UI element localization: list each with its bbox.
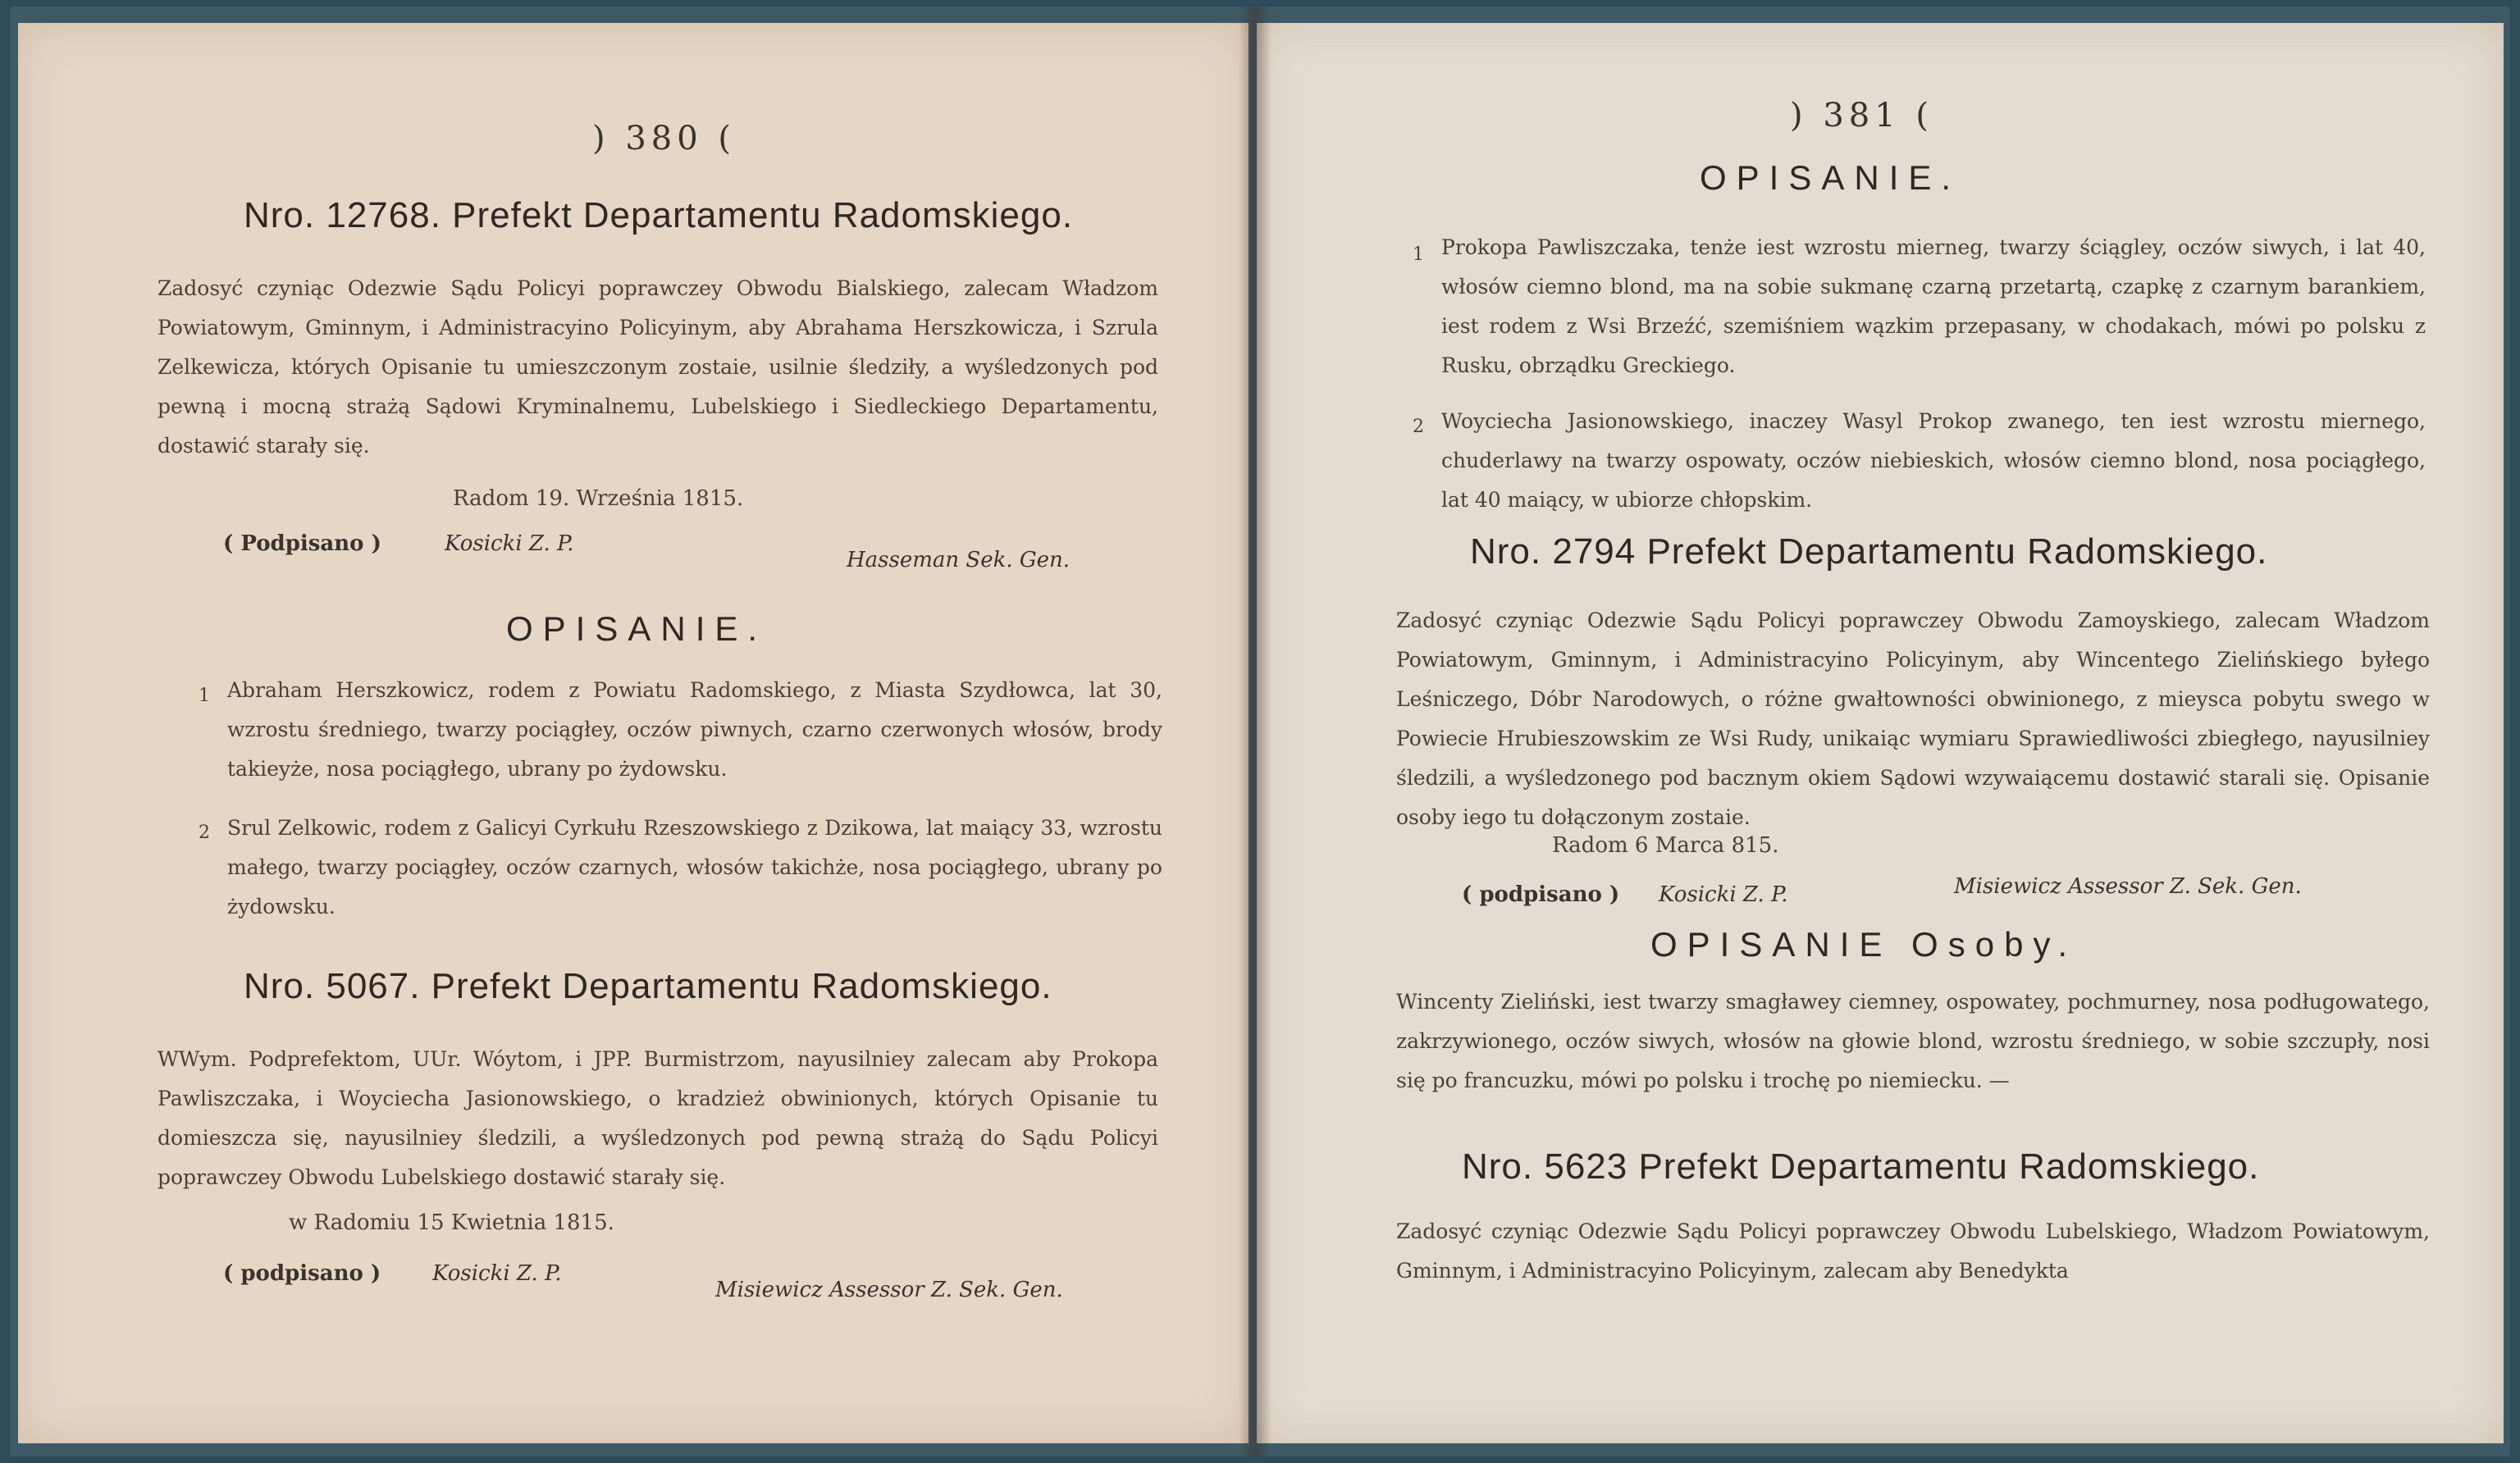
signer-name: Kosicki Z. P. xyxy=(1659,882,1788,907)
notice-heading: Nro. 2794 Prefekt Departamentu Radomskiego. xyxy=(1470,531,2268,572)
signed-label: ( podpisano ) xyxy=(223,1261,381,1286)
item-number: 1 xyxy=(1413,244,1424,265)
secretary-name: Misiewicz Assessor Z. Sek. Gen. xyxy=(1954,874,2302,899)
secretary-name: Misiewicz Assessor Z. Sek. Gen. xyxy=(715,1278,1063,1302)
left-page xyxy=(18,23,1249,1443)
right-page xyxy=(1257,23,2504,1443)
item-number: 2 xyxy=(199,823,210,843)
notice-heading: Nro. 5067. Prefekt Departamentu Radomskiego. xyxy=(244,966,1052,1006)
opisanie-title: OPISANIE. xyxy=(1700,158,1961,197)
item-number: 2 xyxy=(1413,417,1424,437)
opisanie-title: OPISANIE Osoby. xyxy=(1650,925,2077,964)
description-item: Abraham Herszkowicz, rodem z Powiatu Radomskiego, z Miasta Szydłowca, lat 30, wzrostu średniego, twarzy pociągłey, oczów piwnych, czarno czerwonych włosów, brody takieyże, nosa pociągłego, ubrany po żydowsku. xyxy=(227,678,1162,781)
notice-body: Zadosyć czyniąc Odezwie Sądu Policyi poprawczey Obwodu Bialskiego, zalecam Władzom Powiatowym, Gminnym, i Administracyino Policyinym, aby Abrahama Herszkowicza, i Szrula Zelkewicza, których Opisanie tu umieszczonym zostaie, usilnie śledziły, a wyśledzonych pod pewną i mocną strażą Sądowi Kryminalnemu, Lubelskiego i Siedleckiego Departamentu, dostawić starały się. xyxy=(158,276,1158,458)
notice-body: WWym. Podprefektom, UUr. Wóytom, i JPP. Burmistrzom, nayusilniey zalecam aby Prokopa Pawliszczaka, i Woyciecha Jasionowskiego, o kradzież obwinionych, których Opisanie tu domieszcza się, nayusilniey śledzili, a wyśledzonych pod pewną strażą do Sądu Policyi poprawczey Obwodu Lubelskiego dostawić starały się. xyxy=(158,1047,1158,1189)
page-number: ) 381 ( xyxy=(1790,97,1933,134)
notice-heading: Nro. 5623 Prefekt Departamentu Radomskiego. xyxy=(1462,1146,2260,1187)
book-spread xyxy=(10,7,2510,1456)
notice-heading: Nro. 12768. Prefekt Departamentu Radomskiego. xyxy=(244,195,1074,235)
notice-date: w Radomiu 15 Kwietnia 1815. xyxy=(289,1210,614,1235)
signer-name: Kosicki Z. P. xyxy=(445,531,574,556)
signed-label: ( podpisano ) xyxy=(1462,882,1620,907)
signed-label: ( Podpisano ) xyxy=(223,531,381,556)
notice-date: Radom 6 Marca 815. xyxy=(1552,833,1779,858)
item-number: 1 xyxy=(199,686,210,706)
signer-name: Kosicki Z. P. xyxy=(432,1261,562,1286)
notice-date: Radom 19. Września 1815. xyxy=(453,486,744,511)
page-number: ) 380 ( xyxy=(592,120,736,157)
notice-body: Zadosyć czyniąc Odezwie Sądu Policyi poprawczey Obwodu Lubelskiego, Władzom Powiatowym, Gminnym, i Administracyino Policyinym, zalecam aby Benedykta xyxy=(1396,1219,2430,1283)
description-item: Woyciecha Jasionowskiego, inaczey Wasyl Prokop zwanego, ten iest wzrostu miernego, chuderlawy na twarzy ospowaty, oczów niebieskich, włosów ciemno blond, nosa pociągłego, lat 40 maiący, w ubiorze chłopskim. xyxy=(1441,409,2426,512)
description-item: Prokopa Pawliszczaka, tenże iest wzrostu mierneg, twarzy ściągley, oczów siwych, i lat 40, włosów ciemno blond, ma na sobie sukmanę czarną przetartą, czapkę z czarnym barankiem, iest rodem z Wsi Brzeźć, szemiśniem wązkim przepasany, w chodakach, mówi po polsku z Rusku, obrządku Greckiego. xyxy=(1441,235,2426,377)
secretary-name: Hasseman Sek. Gen. xyxy=(847,548,1071,572)
opisanie-title: OPISANIE. xyxy=(506,609,768,648)
description-item: Srul Zelkowic, rodem z Galicyi Cyrkułu Rzeszowskiego z Dzikowa, lat maiący 33, wzrostu małego, twarzy pociągłey, oczów czarnych, włosów takichże, nosa pociągłego, ubrany po żydowsku. xyxy=(227,816,1162,918)
notice-body: Zadosyć czyniąc Odezwie Sądu Policyi poprawczey Obwodu Zamoyskiego, zalecam Władzom Powiatowym, Gminnym, i Administracyino Policyinym, aby Wincentego Zielińskiego byłego Leśniczego, Dóbr Narodowych, o różne gwałtowności obwinionego, z mieysca pobytu swego w Powiecie Hrubieszowskim ze Wsi Rudy, unikaiąc wymiaru Sprawiedliwości zbiegłego, nayusilniey śledzili, a wyśledzonego pod bacznym okiem Sądowi wzywaiącemu dostawić starali się. Opisanie osoby iego tu dołączonym zostaie. xyxy=(1396,608,2430,829)
person-description: Wincenty Zieliński, iest twarzy smagławey ciemney, ospowatey, pochmurney, nosa podługowatego, zakrzywionego, oczów siwych, włosów na głowie blond, wzrostu średniego, w sobie szczupły, nosi się po francuzku, mówi po polsku i trochę po niemiecku. — xyxy=(1396,990,2430,1092)
